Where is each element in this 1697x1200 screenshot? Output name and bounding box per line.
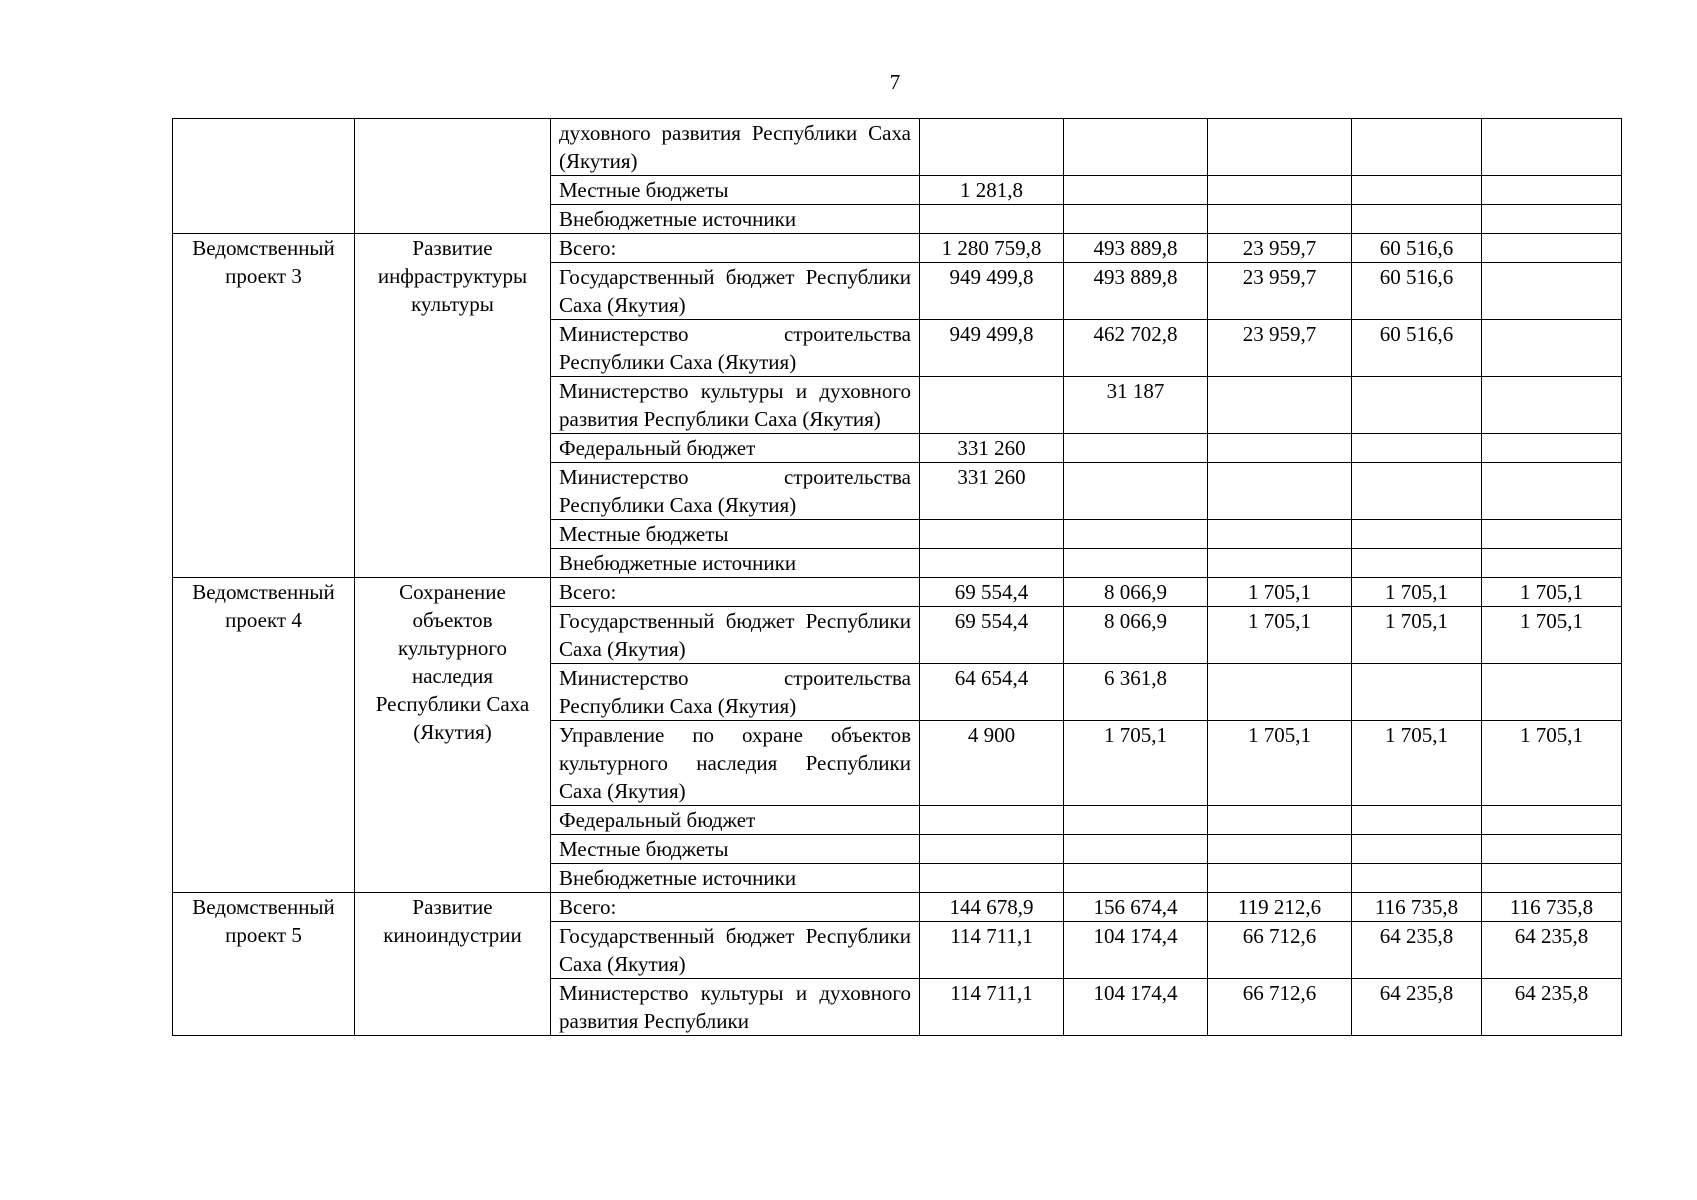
amount-cell: 462 702,8: [1064, 320, 1208, 377]
amount-cell: [920, 806, 1064, 835]
amount-cell: [1208, 205, 1352, 234]
amount-cell: 6 361,8: [1064, 664, 1208, 721]
amount-cell: [1208, 520, 1352, 549]
amount-cell: [1352, 520, 1482, 549]
funding-source-cell: Федеральный бюджет: [551, 434, 920, 463]
budget-table-body: [173, 119, 1622, 1036]
funding-source-cell: Всего:: [551, 578, 920, 607]
amount-cell: [1482, 176, 1622, 205]
amount-cell: 31 187: [1064, 377, 1208, 434]
amount-cell: [920, 549, 1064, 578]
funding-source-cell: Местные бюджеты: [551, 835, 920, 864]
amount-cell: [1208, 119, 1352, 176]
amount-cell: 23 959,7: [1208, 263, 1352, 320]
page-number: 7: [889, 70, 901, 94]
amount-cell: [1352, 664, 1482, 721]
funding-source-cell: Внебюджетные источники: [551, 205, 920, 234]
amount-cell: 119 212,6: [1208, 893, 1352, 922]
amount-cell: [920, 520, 1064, 549]
amount-cell: [1208, 664, 1352, 721]
amount-cell: [1482, 520, 1622, 549]
amount-cell: [1482, 119, 1622, 176]
amount-cell: 1 705,1: [1352, 607, 1482, 664]
amount-cell: [1482, 664, 1622, 721]
amount-cell: [1352, 119, 1482, 176]
table-row: [173, 893, 1622, 922]
amount-cell: [1064, 463, 1208, 520]
amount-cell: [1352, 434, 1482, 463]
project-type-cell: Ведомственный проект 3: [173, 234, 355, 578]
amount-cell: 104 174,4: [1064, 922, 1208, 979]
amount-cell: [1482, 263, 1622, 320]
funding-source-cell: Государственный бюджет Республики Саха (Якутия): [551, 922, 920, 979]
funding-source-cell: Федеральный бюджет: [551, 806, 920, 835]
funding-source-cell: Управление по охране объектов культурного наследия Республики Саха (Якутия): [551, 721, 920, 806]
amount-cell: [920, 205, 1064, 234]
amount-cell: [1208, 434, 1352, 463]
amount-cell: 1 705,1: [1208, 578, 1352, 607]
amount-cell: [1064, 176, 1208, 205]
amount-cell: 1 705,1: [1352, 578, 1482, 607]
amount-cell: [1482, 463, 1622, 520]
amount-cell: [1482, 234, 1622, 263]
amount-cell: [1352, 835, 1482, 864]
table-row: [173, 234, 1622, 263]
amount-cell: 64 235,8: [1352, 979, 1482, 1036]
amount-cell: 1 705,1: [1208, 607, 1352, 664]
amount-cell: [1482, 806, 1622, 835]
amount-cell: 23 959,7: [1208, 234, 1352, 263]
amount-cell: [1208, 176, 1352, 205]
funding-source-cell: Внебюджетные источники: [551, 864, 920, 893]
amount-cell: [1482, 864, 1622, 893]
amount-cell: 1 705,1: [1208, 721, 1352, 806]
project-name-cell: [355, 119, 551, 234]
amount-cell: [1482, 549, 1622, 578]
funding-source-cell: Министерство строительства Республики Саха (Якутия): [551, 463, 920, 520]
amount-cell: 4 900: [920, 721, 1064, 806]
project-name-cell: Сохранение объектов культурного наследия Республики Саха (Якутия): [355, 578, 551, 893]
amount-cell: [1482, 434, 1622, 463]
amount-cell: 1 280 759,8: [920, 234, 1064, 263]
project-name-cell: Развитие инфраструктуры культуры: [355, 234, 551, 578]
funding-source-cell: Министерство строительства Республики Саха (Якутия): [551, 664, 920, 721]
amount-cell: [1482, 377, 1622, 434]
amount-cell: [920, 864, 1064, 893]
budget-table: [172, 118, 1622, 1036]
amount-cell: [1064, 549, 1208, 578]
amount-cell: 1 705,1: [1064, 721, 1208, 806]
amount-cell: 64 654,4: [920, 664, 1064, 721]
amount-cell: [1208, 549, 1352, 578]
amount-cell: 493 889,8: [1064, 234, 1208, 263]
amount-cell: [1064, 520, 1208, 549]
funding-source-cell: Местные бюджеты: [551, 520, 920, 549]
amount-cell: 331 260: [920, 434, 1064, 463]
amount-cell: 144 678,9: [920, 893, 1064, 922]
table-row: [173, 119, 1622, 176]
amount-cell: [1352, 205, 1482, 234]
amount-cell: 114 711,1: [920, 922, 1064, 979]
amount-cell: 8 066,9: [1064, 578, 1208, 607]
amount-cell: 64 235,8: [1352, 922, 1482, 979]
amount-cell: [1064, 806, 1208, 835]
amount-cell: 1 705,1: [1352, 721, 1482, 806]
amount-cell: 23 959,7: [1208, 320, 1352, 377]
amount-cell: [1064, 864, 1208, 893]
amount-cell: [1208, 835, 1352, 864]
amount-cell: [1064, 119, 1208, 176]
funding-source-cell: Государственный бюджет Республики Саха (Якутия): [551, 263, 920, 320]
amount-cell: 1 705,1: [1482, 721, 1622, 806]
amount-cell: [1208, 806, 1352, 835]
amount-cell: [1352, 864, 1482, 893]
amount-cell: [920, 835, 1064, 864]
amount-cell: 66 712,6: [1208, 922, 1352, 979]
amount-cell: 60 516,6: [1352, 320, 1482, 377]
amount-cell: 949 499,8: [920, 320, 1064, 377]
funding-source-cell: Министерство строительства Республики Саха (Якутия): [551, 320, 920, 377]
project-type-cell: Ведомственный проект 4: [173, 578, 355, 893]
amount-cell: [920, 377, 1064, 434]
amount-cell: 116 735,8: [1352, 893, 1482, 922]
amount-cell: [1352, 377, 1482, 434]
amount-cell: [1064, 434, 1208, 463]
project-type-cell: Ведомственный проект 5: [173, 893, 355, 1036]
amount-cell: [1352, 176, 1482, 205]
amount-cell: 104 174,4: [1064, 979, 1208, 1036]
amount-cell: [1352, 549, 1482, 578]
amount-cell: [1352, 806, 1482, 835]
amount-cell: 60 516,6: [1352, 234, 1482, 263]
amount-cell: 60 516,6: [1352, 263, 1482, 320]
amount-cell: 8 066,9: [1064, 607, 1208, 664]
amount-cell: [1482, 835, 1622, 864]
funding-source-cell: Министерство культуры и духовного развития Республики Саха (Якутия): [551, 377, 920, 434]
amount-cell: [1208, 864, 1352, 893]
funding-source-cell: Внебюджетные источники: [551, 549, 920, 578]
funding-source-cell: Всего:: [551, 893, 920, 922]
amount-cell: 1 705,1: [1482, 578, 1622, 607]
amount-cell: [1208, 463, 1352, 520]
amount-cell: 1 281,8: [920, 176, 1064, 205]
funding-source-cell: Всего:: [551, 234, 920, 263]
funding-source-cell: Министерство культуры и духовного развития Республики: [551, 979, 920, 1036]
amount-cell: 949 499,8: [920, 263, 1064, 320]
project-name-cell: Развитие киноиндустрии: [355, 893, 551, 1036]
amount-cell: [1064, 835, 1208, 864]
amount-cell: [1352, 463, 1482, 520]
amount-cell: 116 735,8: [1482, 893, 1622, 922]
project-type-cell: [173, 119, 355, 234]
funding-source-cell: духовного развития Республики Саха (Якутия): [551, 119, 920, 176]
amount-cell: 64 235,8: [1482, 922, 1622, 979]
amount-cell: [1208, 377, 1352, 434]
amount-cell: 114 711,1: [920, 979, 1064, 1036]
funding-source-cell: Государственный бюджет Республики Саха (Якутия): [551, 607, 920, 664]
amount-cell: [1064, 205, 1208, 234]
amount-cell: 69 554,4: [920, 578, 1064, 607]
amount-cell: [920, 119, 1064, 176]
amount-cell: 66 712,6: [1208, 979, 1352, 1036]
amount-cell: [1482, 205, 1622, 234]
amount-cell: 493 889,8: [1064, 263, 1208, 320]
table-row: [173, 578, 1622, 607]
amount-cell: 69 554,4: [920, 607, 1064, 664]
amount-cell: 1 705,1: [1482, 607, 1622, 664]
amount-cell: 331 260: [920, 463, 1064, 520]
funding-source-cell: Местные бюджеты: [551, 176, 920, 205]
amount-cell: 156 674,4: [1064, 893, 1208, 922]
amount-cell: [1482, 320, 1622, 377]
amount-cell: 64 235,8: [1482, 979, 1622, 1036]
